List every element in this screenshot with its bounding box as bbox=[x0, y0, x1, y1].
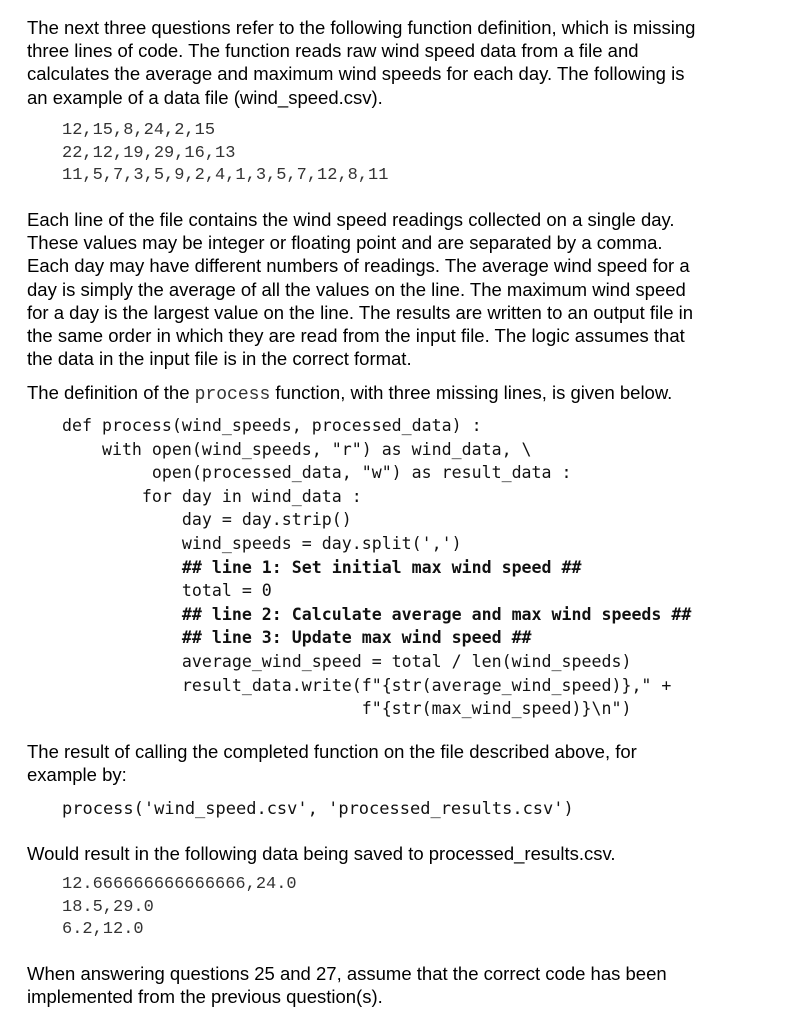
code-comment-line: ## line 3: Update max wind speed ## bbox=[62, 628, 532, 648]
description-line: Each line of the file contains the wind speed readings collected on a single day. bbox=[27, 209, 675, 230]
code-line: f"{str(max_wind_speed)}\n") bbox=[62, 699, 632, 719]
code-comment-line: ## line 2: Calculate average and max wind speeds ## bbox=[62, 604, 692, 624]
closing-line: implemented from the previous question(s). bbox=[27, 986, 383, 1008]
result-intro-paragraph bbox=[27, 740, 787, 786]
sample-data-line: 22,12,19,29,16,13 bbox=[62, 143, 236, 163]
code-line: result_data.write(f"{str(average_wind_speed)}," + bbox=[62, 675, 672, 695]
result-intro-line: The result of calling the completed function on the file described above, for bbox=[27, 741, 637, 762]
intro-line: an example of a data file (wind_speed.csv). bbox=[27, 86, 383, 108]
sample-data-block bbox=[62, 120, 388, 188]
definition-intro-after: function, with three missing lines, is given below. bbox=[270, 382, 673, 403]
intro-line: The next three questions refer to the following function definition, which is missing bbox=[27, 17, 696, 38]
sample-data-line: 11,5,7,3,5,9,2,4,1,3,5,7,12,8,11 bbox=[62, 166, 389, 185]
description-line: These values may be integer or floating point and are separated by a comma. bbox=[27, 232, 663, 254]
sample-data-line: 12,15,8,24,2,15 bbox=[62, 121, 216, 140]
closing-paragraph bbox=[27, 962, 787, 1008]
code-line: with open(wind_speeds, "r") as wind_data, \ bbox=[62, 439, 532, 459]
description-paragraph bbox=[27, 208, 787, 370]
output-data-line: 12.666666666666666,24.0 bbox=[62, 875, 297, 894]
result-intro-line: example by: bbox=[27, 764, 127, 786]
description-line: the data in the input file is in the correct format. bbox=[27, 348, 412, 370]
intro-line: three lines of code. The function reads raw wind speed data from a file and bbox=[27, 40, 639, 62]
closing-line: When answering questions 25 and 27, assume that the correct code has been bbox=[27, 963, 667, 984]
output-data-line: 18.5,29.0 bbox=[62, 897, 154, 917]
code-comment-line: ## line 1: Set initial max wind speed ## bbox=[62, 557, 582, 577]
description-line: the same order in which they are read from the input file. The logic assumes that bbox=[27, 325, 685, 347]
would-result-text bbox=[27, 842, 787, 865]
code-line: def process(wind_speeds, processed_data) : bbox=[62, 416, 482, 435]
intro-line: calculates the average and maximum wind speeds for each day. The following is bbox=[27, 63, 685, 85]
code-line: average_wind_speed = total / len(wind_speeds) bbox=[62, 651, 632, 671]
call-example bbox=[62, 798, 574, 822]
code-line: wind_speeds = day.split(',') bbox=[62, 533, 462, 553]
call-example-line: process('wind_speed.csv', 'processed_results.csv') bbox=[62, 799, 574, 819]
inline-code-process: process bbox=[194, 385, 271, 405]
description-line: day is simply the average of all the values on the line. The maximum wind speed bbox=[27, 278, 686, 300]
code-line: total = 0 bbox=[62, 581, 272, 601]
description-line: for a day is the largest value on the line. The results are written to an output file in bbox=[27, 301, 694, 323]
code-line: for day in wind_data : bbox=[62, 486, 362, 506]
would-result-line: Would result in the following data being saved to processed_results.csv. bbox=[27, 843, 616, 864]
code-line: day = day.strip() bbox=[62, 510, 352, 530]
code-line: open(processed_data, "w") as result_data : bbox=[62, 463, 572, 483]
definition-intro-before: The definition of the bbox=[27, 382, 195, 403]
output-data-block bbox=[62, 874, 297, 942]
description-line: Each day may have different numbers of readings. The average wind speed for a bbox=[27, 255, 690, 277]
definition-intro bbox=[27, 381, 787, 407]
intro-paragraph bbox=[27, 16, 787, 109]
output-data-line: 6.2,12.0 bbox=[62, 920, 144, 939]
code-block bbox=[62, 414, 691, 721]
